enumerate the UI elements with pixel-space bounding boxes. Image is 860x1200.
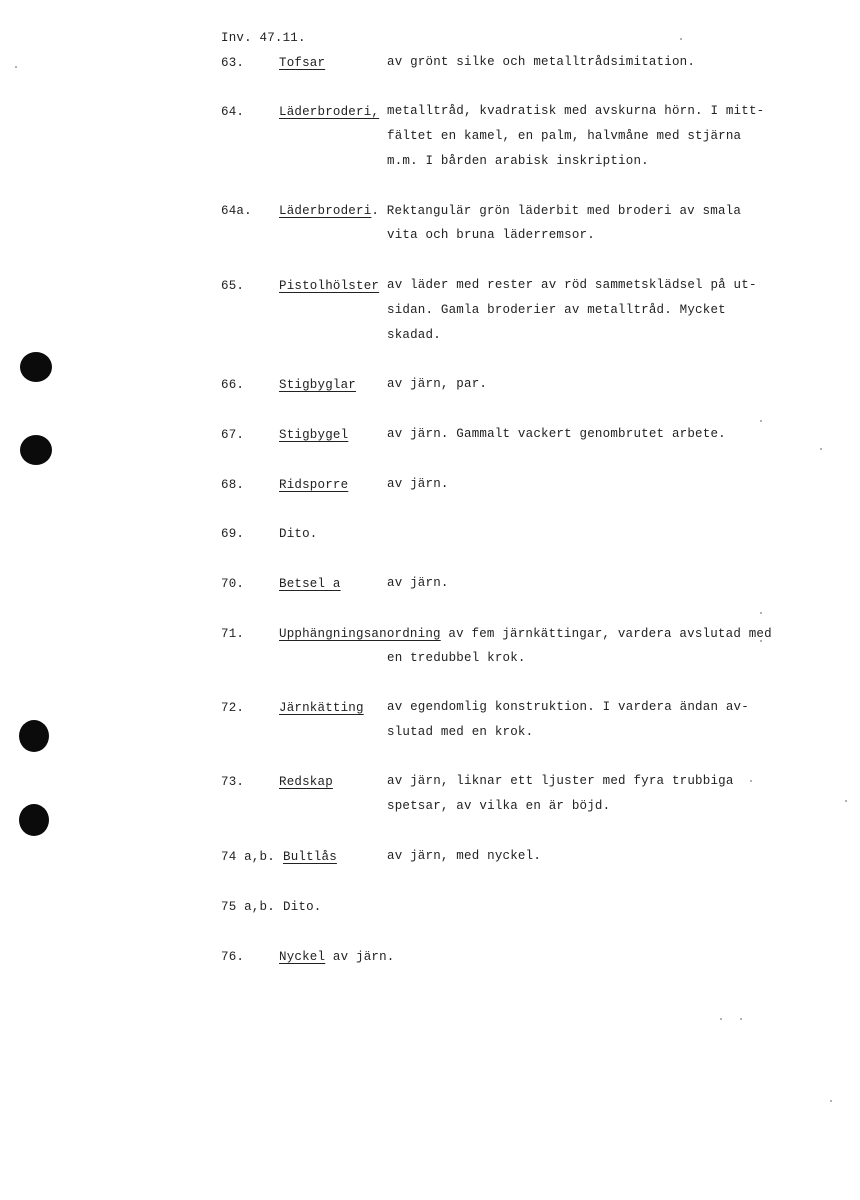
inventory-entry: [221, 104, 781, 168]
inventory-entry: [221, 204, 781, 242]
entry-number: 74 a,b.: [221, 850, 275, 864]
entry-inline-text: Dito.: [279, 527, 318, 541]
entry-description: av järn.: [387, 477, 449, 491]
entry-description: av grönt silke och metalltrådsimitation.: [387, 55, 696, 69]
entry-number: 64a.: [221, 204, 252, 218]
inventory-entry: [221, 850, 781, 870]
entry-object-name: Läderbroderi,: [279, 105, 380, 119]
entry-number: 71.: [221, 627, 245, 641]
punch-hole: [20, 352, 52, 382]
entry-description: av järn. Gammalt vackert genombrutet arbete.: [387, 427, 726, 441]
entry-description: av egendomlig konstruktion. I vardera ändan av- slutad med en krok.: [387, 700, 749, 739]
inventory-entry: [221, 278, 781, 342]
entry-object-name: Stigbyglar: [279, 378, 357, 392]
entry-object-name: Nyckel: [279, 950, 326, 964]
punch-hole: [19, 804, 49, 836]
entry-inline-text: Dito.: [283, 900, 322, 914]
entry-object-name: Betsel a: [279, 577, 341, 591]
entry-description: av järn, par.: [387, 377, 488, 391]
entry-number: 70.: [221, 577, 245, 591]
entry-description: vita och bruna läderremsor.: [387, 228, 595, 242]
entry-number: 65.: [221, 279, 245, 293]
entry-description: av järn.: [387, 576, 449, 590]
inventory-entry: [221, 478, 781, 498]
entry-inline-text: . Rektangulär grön läderbit med broderi av smala: [371, 204, 742, 218]
inventory-entry: [221, 950, 781, 970]
entry-object-name: Stigbygel: [279, 428, 349, 442]
entry-description: av järn, liknar ett ljuster med fyra trubbiga spetsar, av vilka en är böjd.: [387, 774, 734, 813]
inventory-entry: [221, 577, 781, 597]
punch-hole: [20, 435, 52, 465]
inventory-header: Inv. 47.11.: [221, 31, 306, 45]
entry-object-name: Pistolhölster: [279, 279, 380, 293]
entry-number: 67.: [221, 428, 245, 442]
entry-number: 64.: [221, 105, 245, 119]
entry-inline-text: av järn.: [325, 950, 395, 964]
entry-object-name: Järnkätting: [279, 701, 364, 715]
entry-inline-text: av fem järnkättingar, vardera avslutad med: [440, 627, 772, 641]
entry-number: 76.: [221, 950, 245, 964]
entry-description: av järn, med nyckel.: [387, 849, 542, 863]
entry-number: 72.: [221, 701, 245, 715]
entry-object-name: Redskap: [279, 775, 333, 789]
entry-number: 69.: [221, 527, 245, 541]
entry-number: 68.: [221, 478, 245, 492]
inventory-entry: [221, 56, 781, 76]
entry-object-name: Tofsar: [279, 56, 326, 70]
entry-description: en tredubbel krok.: [387, 651, 526, 665]
entry-object-name: Läderbroderi: [279, 204, 372, 218]
inventory-entry: [221, 774, 781, 813]
entry-object-name: Bultlås: [283, 850, 337, 864]
punch-hole: [19, 720, 49, 752]
entry-number: 73.: [221, 775, 245, 789]
entry-object-name: Ridsporre: [279, 478, 349, 492]
entry-description: metalltråd, kvadratisk med avskurna hörn. I mitt- fältet en kamel, en palm, halvmåne med stjärna m.m. I bården arabisk inskription.: [387, 104, 765, 168]
inventory-entry: [221, 527, 781, 547]
inventory-entry: [221, 900, 781, 920]
entry-number: 66.: [221, 378, 245, 392]
entry-description: av läder med rester av röd sammetsklädsel på ut- sidan. Gamla broderier av metalltråd. Mycket skadad.: [387, 278, 757, 342]
entry-number: 75 a,b.: [221, 900, 275, 914]
entry-object-name: Upphängningsanordning: [279, 627, 441, 641]
inventory-entry: [221, 428, 781, 448]
inventory-entry: [221, 700, 781, 739]
entry-number: 63.: [221, 56, 245, 70]
inventory-entry: [221, 627, 781, 665]
inventory-entry: [221, 378, 781, 398]
